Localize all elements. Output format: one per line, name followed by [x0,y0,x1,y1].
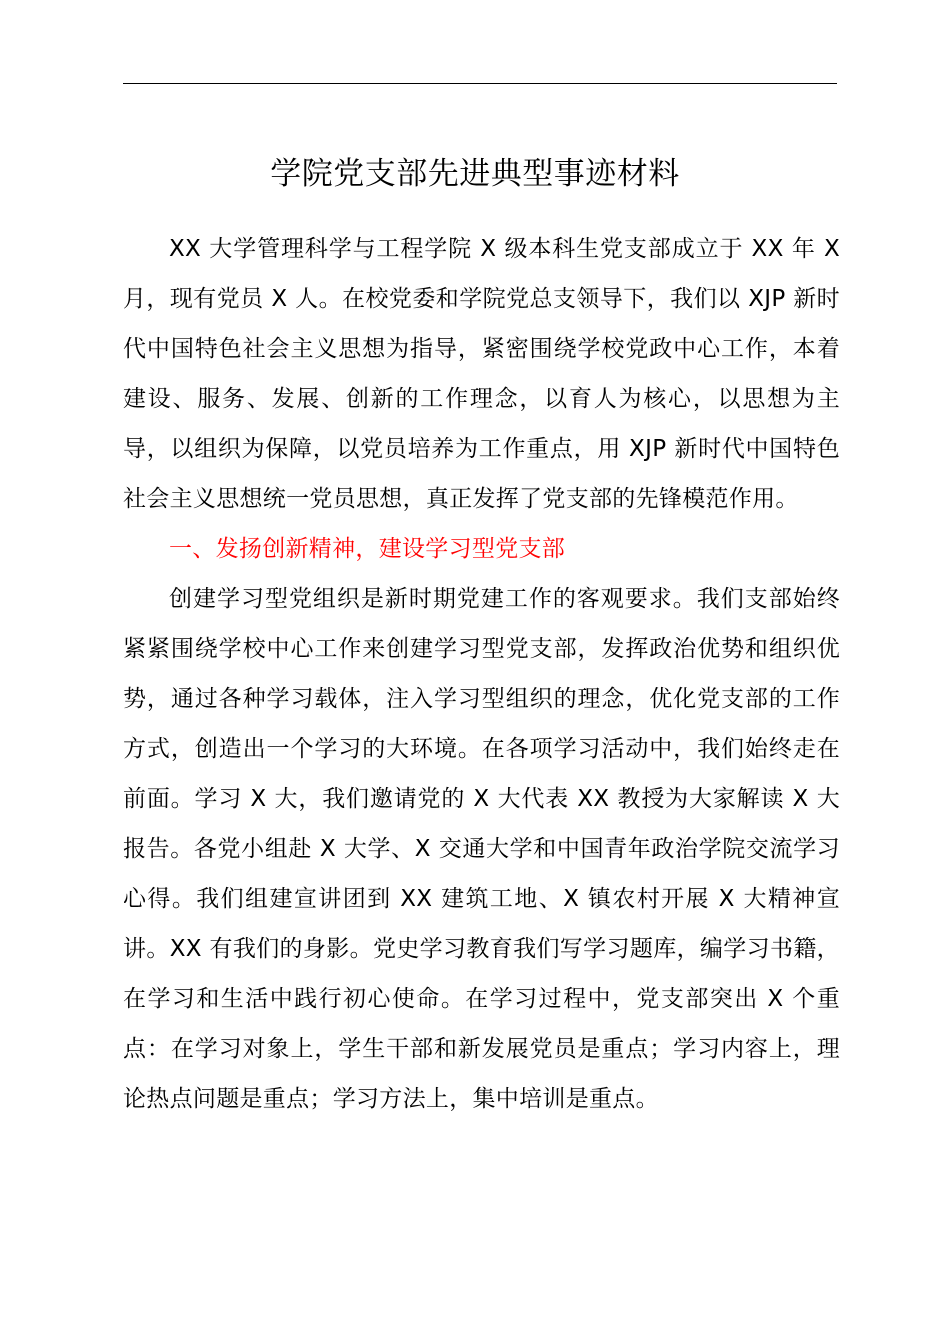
intro-paragraph: XX 大学管理科学与工程学院 X 级本科生党支部成立于 XX 年 X 月，现有党员 X 人。在校党委和学院党总支领导下，我们以 XJP 新时代中国特色社会主义思想为指导，紧密围绕学校党政中心工作，本着建设、服务、发展、创新的工作理念，以育人为核心，以思想为主导，以组织为保障，以党员培养为工作重点，用 XJP 新时代中国特色社会主义思想统一党员思想，真正发挥了党支部的先锋模范作用。 [123,236,840,512]
section-heading-1: 一、发扬创新精神，建设学习型党支部 [169,536,566,562]
document-body [123,224,840,1124]
document-title: 学院党支部先进典型事迹材料 [270,156,680,192]
section-1-paragraph: 创建学习型党组织是新时期党建工作的客观要求。我们支部始终紧紧围绕学校中心工作来创建学习型党支部，发挥政治优势和组织优势，通过各种学习载体，注入学习型组织的理念，优化党支部的工作方式，创造出一个学习的大环境。在各项学习活动中，我们始终走在前面。学习 X 大，我们邀请党的 X 大代表 XX 教授为大家解读 X 大报告。各党小组赴 X 大学、X 交通大学和中国青年政治学院交流学习心得。我们组建宣讲团到 XX 建筑工地、X 镇农村开展 X 大精神宣讲。XX 有我们的身影。党史学习教育我们写学习题库，编学习书籍，在学习和生活中践行初心使命。在学习过程中，党支部突出 X 个重点：在学习对象上，学生干部和新发展党员是重点；学习内容上，理论热点问题是重点；学习方法上，集中培训是重点。 [123,586,840,1112]
header-divider [123,83,837,84]
